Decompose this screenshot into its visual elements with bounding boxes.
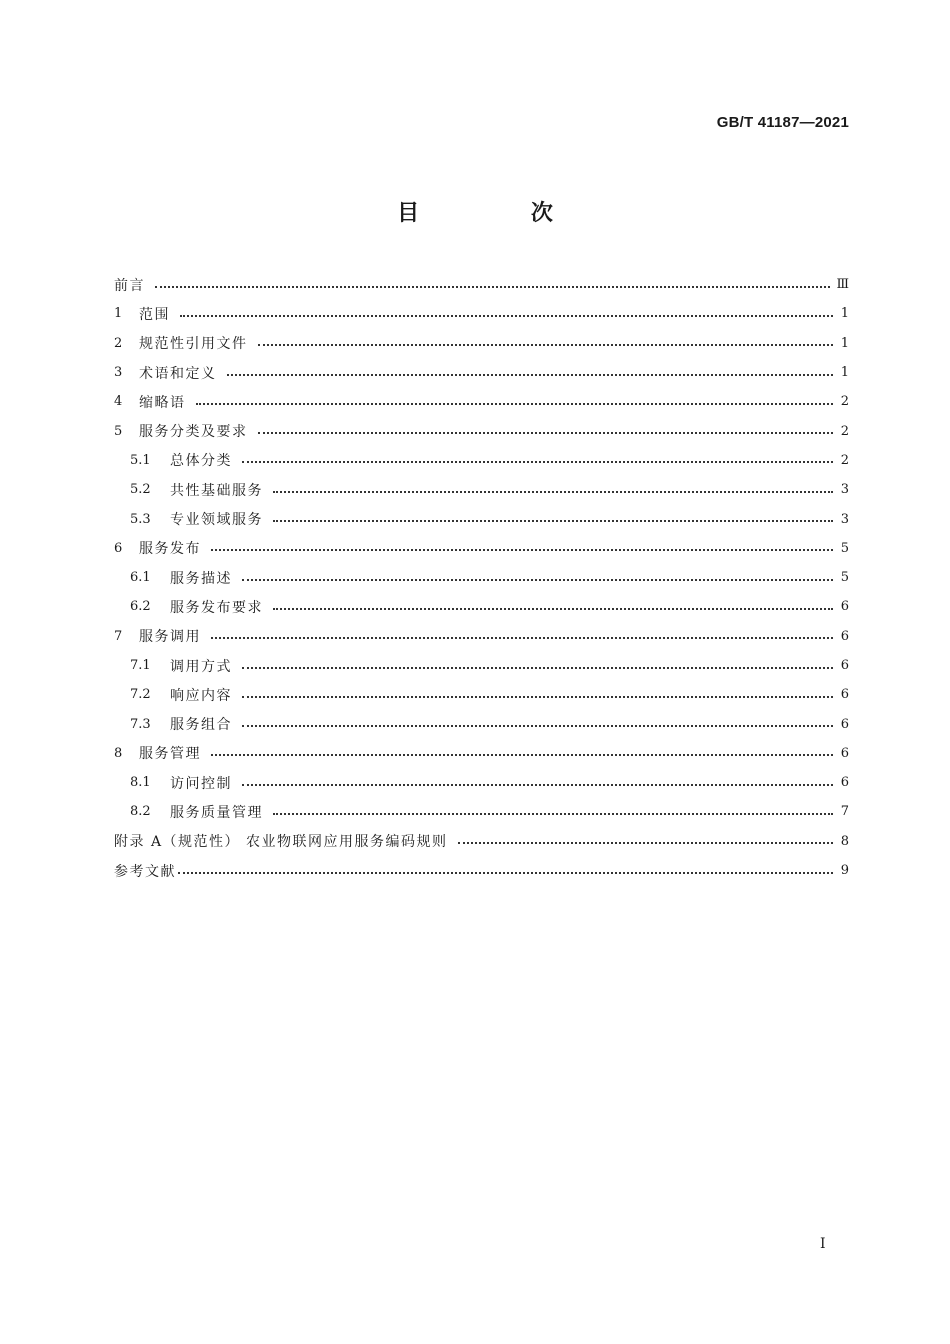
toc-entry-label: 服务管理 [139,746,201,763]
toc-entry-number: 5.3 [130,511,151,527]
toc-entry-number: 1 [114,306,123,322]
toc-entry[interactable] [114,739,849,768]
toc-entry-number: 6 [114,540,123,556]
toc-entry-label: 缩略语 [139,394,186,411]
toc-entry-number: 4 [114,394,123,410]
table-of-contents [114,270,849,885]
toc-dot-leader [227,374,834,376]
toc-entry-label: 服务调用 [139,629,201,646]
toc-entry-label: 总体分类 [170,453,232,470]
toc-entry[interactable] [114,856,849,885]
toc-entry-page: 6 [840,716,849,732]
toc-entry-label: 规范性引用文件 [139,336,248,353]
toc-entry-number: 8.1 [130,775,151,791]
toc-entry-page: 2 [840,394,849,410]
toc-dot-leader [273,520,833,522]
toc-dot-leader [273,813,833,815]
toc-entry-page: 1 [840,365,849,381]
toc-entry-number: 7.3 [130,716,151,732]
toc-entry-page: 6 [840,658,849,673]
toc-entry[interactable] [114,270,849,299]
toc-entry-page: 6 [840,599,849,615]
toc-entry-page: 7 [840,804,849,820]
toc-dot-leader [180,315,833,317]
toc-dot-leader [178,872,833,874]
toc-entry-page: 6 [840,628,849,644]
toc-entry-label: 服务组合 [170,717,232,734]
toc-entry[interactable] [114,651,849,680]
toc-entry-page: 3 [840,511,849,527]
toc-dot-leader [242,461,833,463]
toc-entry-label: 服务分类及要求 [139,424,248,441]
toc-entry[interactable] [114,475,849,504]
toc-entry-label: 附录 A（规范性） 农业物联网应用服务编码规则 [114,834,448,851]
toc-entry-label: 服务发布 [139,541,201,558]
toc-entry[interactable] [114,622,849,651]
toc-entry-label: 范围 [139,306,170,323]
toc-entry[interactable] [114,387,849,416]
toc-entry[interactable] [114,299,849,328]
toc-entry-page: 6 [840,745,849,761]
toc-entry-label: 专业领域服务 [170,512,263,529]
toc-entry[interactable] [114,416,849,445]
toc-entry[interactable] [114,504,849,533]
toc-entry-page: 2 [840,423,849,439]
toc-entry-page: 5 [840,570,849,586]
toc-entry-page: 3 [840,482,849,498]
page-title: 目 次 [397,201,605,226]
toc-entry-label: 共性基础服务 [170,482,263,499]
toc-entry[interactable] [114,329,849,358]
toc-entry-page: 5 [840,540,849,556]
toc-dot-leader [211,549,833,551]
toc-dot-leader [458,842,833,844]
toc-dot-leader [258,432,834,434]
toc-entry[interactable] [114,680,849,709]
toc-entry[interactable] [114,709,849,738]
toc-entry-label: 服务质量管理 [170,804,263,821]
toc-entry[interactable] [114,592,849,621]
toc-dot-leader [242,667,833,669]
toc-dot-leader [196,403,834,405]
toc-entry-label: 调用方式 [170,658,232,675]
toc-entry-number: 3 [114,365,123,381]
toc-entry-page: 6 [840,775,849,791]
toc-entry[interactable] [114,827,849,856]
toc-entry-page: 1 [840,335,849,351]
toc-entry-page: 9 [840,863,849,879]
toc-entry-page: 8 [840,833,849,849]
toc-entry-page: 6 [840,687,849,703]
toc-entry[interactable] [114,797,849,826]
toc-entry-label: 响应内容 [170,687,232,704]
toc-entry-number: 5.1 [130,452,151,468]
toc-dot-leader [242,579,833,581]
standard-code: GB/T 41187—2021 [716,114,849,131]
toc-dot-leader [273,491,833,493]
toc-dot-leader [211,637,833,639]
toc-entry[interactable] [114,768,849,797]
toc-entry-label: 访问控制 [170,775,232,792]
toc-entry-number: 2 [114,335,123,351]
toc-entry-number: 6.1 [130,570,151,586]
toc-entry-number: 7.2 [130,687,151,703]
toc-entry-label: 参考文献 [114,863,176,880]
toc-entry-page: 2 [840,452,849,468]
toc-dot-leader [155,286,830,288]
toc-dot-leader [258,344,834,346]
toc-dot-leader [273,608,833,610]
footer-page-number: I [820,1236,826,1252]
toc-entry-page: 1 [840,306,849,322]
toc-entry-number: 8 [114,745,123,761]
toc-dot-leader [242,696,833,698]
toc-entry-page: Ⅲ [836,277,849,293]
toc-entry-number: 5.2 [130,482,151,498]
toc-entry[interactable] [114,446,849,475]
toc-dot-leader [242,725,833,727]
toc-entry-label: 前言 [114,277,145,294]
toc-entry-label: 术语和定义 [139,365,217,382]
toc-entry-number: 7 [114,628,123,644]
toc-entry[interactable] [114,358,849,387]
toc-entry-number: 7.1 [130,658,151,673]
toc-entry[interactable] [114,563,849,592]
toc-entry[interactable] [114,534,849,563]
toc-dot-leader [242,784,833,786]
toc-entry-label: 服务发布要求 [170,599,263,616]
toc-entry-number: 6.2 [130,599,151,615]
toc-entry-label: 服务描述 [170,570,232,587]
toc-entry-number: 5 [114,423,123,439]
toc-entry-number: 8.2 [130,804,151,820]
toc-dot-leader [211,754,833,756]
